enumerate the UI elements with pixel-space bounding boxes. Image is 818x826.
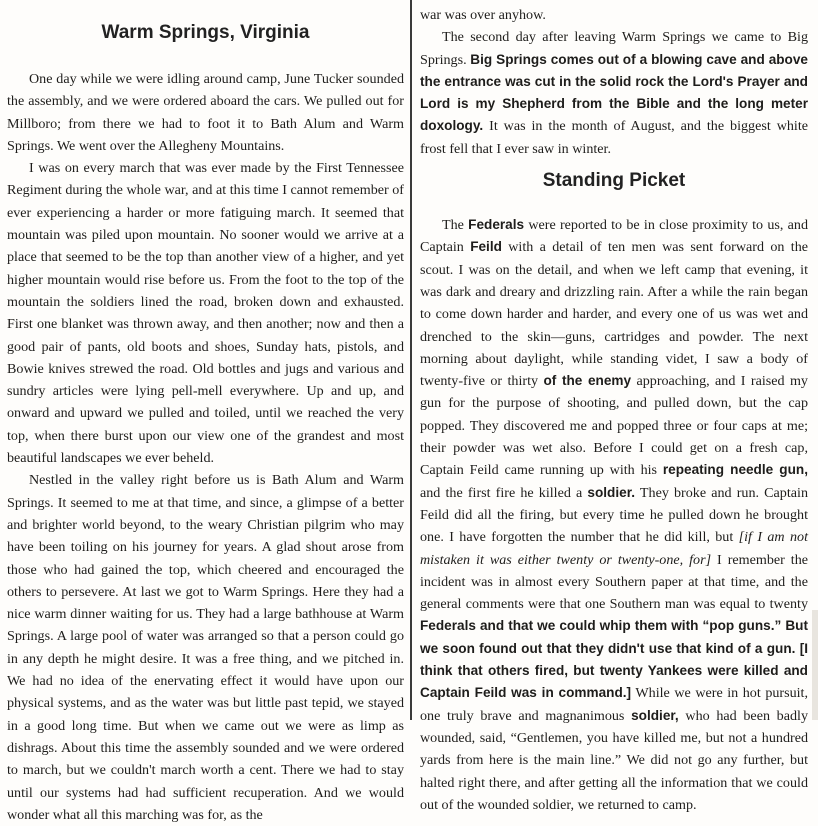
paragraph: war was over anyhow. [420, 7, 546, 23]
text-span: approaching, and I raised my gun for the purpose of shooting, and pulled down, but the cap popped. They discovered me and popped three or four caps at me; their powder was wet also. Before I could get on a fresh cap, Captain Feild came running up with his [420, 373, 808, 479]
text-span: It was in the month of August, and the biggest white frost fell that I ever saw in winter. [420, 118, 808, 157]
italic-span: [if I am not mistaken it was either twenty or twenty-one, for] [420, 529, 808, 568]
page-edge-shadow [812, 610, 818, 720]
text-span: were reported to be in close proximity to us, and Captain [420, 217, 808, 256]
text-span: They broke and run. Captain Feild did all the firing, but every time he pulled down he brought one. I have forgotten the number that he did kill, but [420, 484, 808, 546]
text-span: The second day after leaving Warm Springs we came to Big Springs. [420, 29, 808, 68]
paragraph: Nestled in the valley right before us is Bath Alum and Warm Springs. It seemed to me at that time, and since, a glimpse of a better and brighter world beyond, to the weary Christian pilgrim who may have been toiling on his journey for years. A glad shout arose from those who had gained the top, which cheered and encouraged the others to persevere. At last we got to Warm Springs. Here they had a nice warm dinner waiting for us. They had a large bathhouse at Warm Springs. A large pool of water was arranged so that a person could go in any depth he might desire. It was a free thing, and we pitched in. We had no idea of the enervating effect it would have upon our physical systems, and as the water was but little past tepid, we stayed in a good long time. But when we came out we were as limp as dishrags. About this time the assembly sounded and we were ordered to march, but we couldn't march worth a cent. There we had to stay until our systems had had sufficient recuperation. And we would wonder what all this marching was for, as the [7, 472, 404, 823]
paragraph: I was on every march that was ever made by the First Tennessee Regiment during the whole war, and at this time I cannot remember of ever experiencing a harder or more fatiguing march. It seemed that mountain was piled upon mountain. No sooner would we arrive at a place that seemed to be the top than another view of a higher, and yet higher mountain would rise before us. From the foot to the top of the mountain the soldiers lined the road, broken down and exhausted. First one blanket was thrown away, and then another; now and then a good pair of pants, old boots and shoes, Sunday hats, pistols, and Bowie knives strewed the road. Old bottles and jugs and various and sundry articles were lying pell-mell everywhere. Up and up, and onward and upward we pulled and toiled, until we reached the very top, when there burst upon our view one of the grandest and most beautiful landscapes we ever beheld. [7, 160, 404, 467]
paragraph: One day while we were idling around camp, June Tucker sounded the assembly, and we were ordered aboard the cars. We pulled out for Millboro; from there we had to foot it to Bath Alum and Warm Springs. We went over the Allegheny Mountains. [7, 71, 404, 154]
bold-span: repeating needle gun, [662, 462, 808, 478]
bold-span: soldier, [631, 707, 679, 723]
paragraph [420, 214, 808, 816]
bold-span: soldier. [587, 484, 636, 500]
bold-span: Feild [470, 239, 502, 255]
bold-span: of the enemy [543, 373, 632, 389]
section-title-standing-picket: Standing Picket [542, 170, 686, 192]
left-column [0, 0, 410, 823]
text-span: and the first fire he killed a [420, 484, 588, 501]
bold-span: Federals and that we could whip them with “pop guns.” But we soon found out that they didn't use that kind of a gun. [I think that others fired, but twenty Yankees were killed and Captain Feild was in command.] [420, 618, 808, 701]
paragraph [420, 26, 808, 160]
right-column [412, 0, 818, 813]
section-title-warm-springs: Warm Springs, Virginia [101, 22, 310, 43]
text-span: The [442, 217, 469, 234]
bold-span: Big Springs comes out of a blowing cave and above the entrance was cut in the solid rock the Lord's Prayer and Lord is my Shepherd from the Bible and the long meter doxology. [420, 51, 808, 134]
text-span: who had been badly wounded, said, “Gentlemen, you have killed me, but not a hundred yards from here is the main line.” We did not go any further, but halted right there, and after getting all the information that we could out of the wounded soldier, we returned to camp. [420, 707, 808, 813]
text-span: with a detail of ten men was sent forward on the scout. I was on the detail, and when we left camp that evening, it was dark and dreary and drizzling rain. After a while the rain began to come down harder and harder, and every one of us was wet and drenched to the skin—guns, cartridges and powder. The next morning about daylight, while standing videt, I saw a body of twenty-five or thirty [420, 239, 808, 390]
bold-span: Federals [468, 217, 525, 233]
text-span: While we were in hot pursuit, one truly brave and magnanimous [420, 685, 808, 724]
text-span: I remember the incident was in almost every Southern paper at that time, and the general comments were that one Southern man was equal to twenty [420, 551, 808, 613]
